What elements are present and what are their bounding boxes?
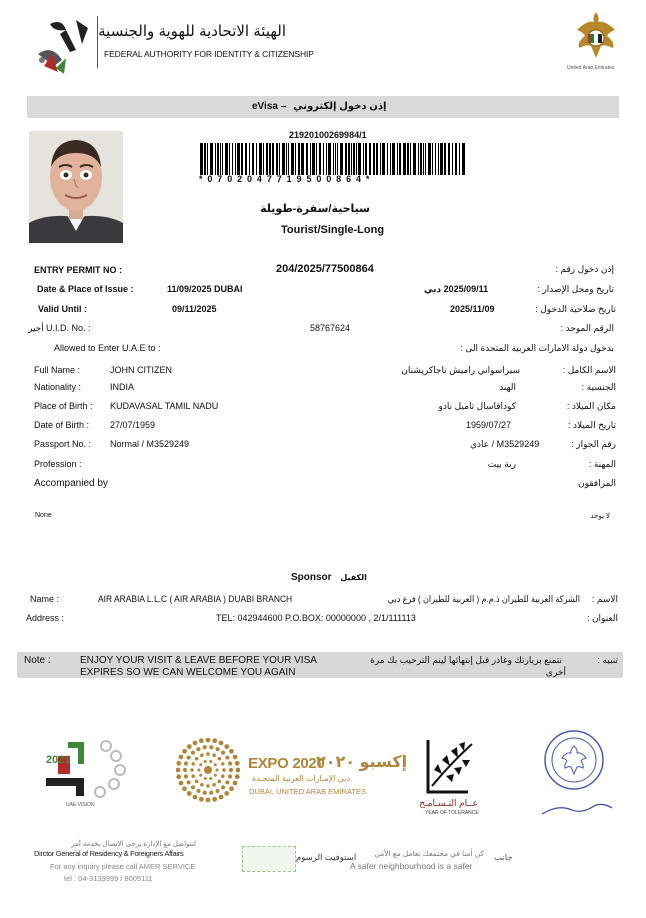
note-label: Note :: [24, 655, 51, 666]
barcode-bar: [340, 143, 343, 175]
expo-dot: [190, 768, 194, 772]
expo-dot: [219, 741, 224, 746]
barcode-bar: [435, 143, 436, 175]
expo-dot: [199, 763, 202, 766]
expo-dot: [183, 768, 187, 772]
entry-permit-value: 204/2025/77500864: [276, 263, 374, 275]
barcode-bar: [220, 143, 221, 175]
barcode-bar: [276, 143, 278, 175]
footer-safer-ar: كن أمنا في مجتمعك تعامل مع الأمن: [374, 849, 484, 858]
accompanied-value-ar: لا يوجد: [590, 513, 610, 520]
authority-name-ar: الهيئة الاتحادية للهوية والجنسية: [98, 23, 286, 40]
valid-label: Valid Until :: [38, 304, 88, 314]
expo-dot: [209, 760, 212, 763]
uid-label: U.I.D. No. :: [46, 323, 91, 333]
expo-sub-en: DUBAI, UNITED ARAB EMIRATES: [249, 787, 366, 796]
evisa-title-ar: إذن دخول إلكتروني: [293, 101, 387, 112]
note-label-ar: تنبيه :: [597, 655, 618, 665]
barcode-bar: [298, 143, 300, 175]
full-name-value: JOHN CITIZEN: [110, 365, 172, 375]
barcode-bar: [272, 143, 274, 175]
barcode: [200, 143, 466, 175]
tolerance-en: YEAR OF TOLERANCE: [425, 810, 479, 816]
barcode-bar: [217, 143, 219, 175]
barcode-bar: [310, 143, 311, 175]
note-ar-line-2: أخرى: [545, 667, 566, 677]
passport-label-ar: رقم الجواز :: [571, 439, 616, 449]
barcode-bar: [448, 143, 450, 175]
passport-label: Passport No. :: [34, 439, 92, 449]
barcode-bar: [351, 143, 352, 175]
accompanied-label: Accompanied by: [34, 478, 108, 489]
expo-dot: [206, 752, 210, 756]
expo-dot: [236, 768, 240, 773]
barcode-bar: [245, 143, 247, 175]
barcode-bar: [279, 143, 280, 175]
barcode-bar: [215, 143, 216, 175]
expo-dot: [212, 753, 216, 757]
barcode-bar: [403, 143, 406, 175]
expo-dot: [233, 781, 238, 786]
footer-contact-ar: لتتواصل مع الإدارة يرجى الاتصال بخدمة آمر: [71, 841, 196, 848]
expo-dot: [204, 760, 207, 763]
uid-value: 58767624: [310, 323, 351, 333]
expo-dot: [182, 749, 187, 754]
barcode-bar: [252, 143, 254, 175]
expo-dot: [235, 774, 240, 779]
entry-permit-label-ar: إذن دخول رقم :: [555, 264, 614, 274]
barcode-bar: [291, 143, 294, 175]
barcode-bar: [337, 143, 338, 175]
barcode-bar: [455, 143, 457, 175]
footer-tel: tel : 04-3139999 / 8005111: [64, 874, 153, 883]
barcode-bar: [256, 143, 257, 175]
expo-dot: [191, 751, 195, 755]
barcode-bar: [316, 143, 317, 175]
expo-dot: [176, 774, 181, 779]
profession-label: Profession :: [34, 459, 82, 469]
barcode-bar: [452, 143, 453, 175]
uae-vision-logo: [40, 734, 130, 812]
expo-dot: [224, 791, 229, 796]
barcode-bar: [345, 143, 347, 175]
barcode-bar: [425, 143, 426, 175]
expo-title-ar: إكسبو ٢٠٢٠: [316, 754, 408, 771]
barcode-bar: [241, 143, 243, 175]
expo-dot: [193, 795, 198, 800]
barcode-reference: 21920100269984/1: [289, 130, 367, 140]
note-line-2: EXPIRES SO WE CAN WELCOME YOU AGAIN: [80, 667, 296, 678]
signature: [538, 800, 616, 820]
dob-label: Date of Birth :: [34, 420, 90, 430]
barcode-bar: [323, 143, 324, 175]
expo-dot: [212, 738, 217, 743]
barcode-bar: [204, 143, 206, 175]
expo-dot: [216, 769, 219, 772]
expo-dot: [229, 749, 234, 754]
barcode-bar: [369, 143, 371, 175]
barcode-digits: * 0 7 0 2 0 4 7 7 1 9 5 0 0 8 6 4 *: [199, 174, 371, 184]
expo-dot: [214, 763, 217, 766]
barcode-bar: [328, 143, 331, 175]
expo-dot: [228, 761, 232, 765]
visa-type-ar: سياحية/سفرة-طويلة: [260, 203, 370, 215]
emblem-caption: United Arab Emirates: [567, 65, 615, 71]
expo-dot: [187, 744, 192, 749]
barcode-bar: [335, 143, 336, 175]
expo-dot: [176, 761, 181, 766]
sponsor-address-label-ar: العنوان :: [586, 613, 618, 623]
expo-dot: [229, 768, 233, 772]
barcode-bar: [423, 143, 424, 175]
nationality-label-ar: الجنسية :: [581, 382, 616, 392]
barcode-bar: [410, 143, 411, 175]
expo-dot: [191, 774, 195, 778]
barcode-bar: [428, 143, 431, 175]
expo-dot: [209, 791, 213, 795]
barcode-bar: [376, 143, 378, 175]
full-name-ar: سيراسواني راميش ناجاكريشنان: [401, 365, 520, 375]
barcode-bar: [387, 143, 388, 175]
barcode-bar: [348, 143, 350, 175]
barcode-bar: [225, 143, 228, 175]
pob-ar: كوداقاسال تاميل نادو: [438, 401, 516, 411]
evisa-title: [252, 101, 386, 112]
expo-dot: [221, 751, 225, 755]
expo-dot: [198, 769, 201, 772]
barcode-bar: [232, 143, 233, 175]
barcode-bar: [444, 143, 446, 175]
pob-label-ar: مكان الميلاد :: [566, 401, 616, 411]
barcode-bar: [397, 143, 398, 175]
evisa-title-en: eVisa –: [252, 101, 287, 112]
expo-dot: [225, 780, 229, 784]
expo-emblem: [176, 738, 240, 802]
valid-value: 09/11/2025: [172, 304, 217, 314]
expo-dot: [218, 780, 222, 784]
barcode-bar: [269, 143, 271, 175]
pob-value: KUDAVASAL TAMIL NADU: [110, 401, 219, 411]
barcode-bar: [229, 143, 230, 175]
barcode-bar: [462, 143, 465, 175]
expo-dot: [204, 777, 207, 780]
sponsor-name-label-ar: الاسم :: [591, 594, 618, 604]
sponsor-name-ar: الشركة العربية للطيران ذ.م.م ( العربية للطيران ) فرع دبي: [387, 594, 580, 604]
barcode-bar: [249, 143, 250, 175]
uid-prefix-ar: أجير: [28, 323, 44, 333]
valid-label-ar: تاريخ صلاحية الدخول :: [535, 304, 616, 314]
passport-value: Normal / M3529249: [110, 439, 190, 449]
barcode-bar: [438, 143, 439, 175]
allowed-label: Allowed to Enter U.A.E to :: [54, 343, 161, 353]
barcode-bar: [263, 143, 264, 175]
faic-logo: [32, 14, 94, 76]
expo-dot: [229, 786, 234, 791]
sponsor-name-value: AIR ARABIA L.L.C ( AIR ARABIA ) DUABI BRANCH: [98, 594, 293, 604]
barcode-bar: [312, 143, 315, 175]
barcode-bar: [200, 143, 203, 175]
barcode-bar: [301, 143, 304, 175]
expo-dot: [228, 774, 232, 778]
barcode-bar: [326, 143, 327, 175]
profession-label-ar: المهنة :: [588, 459, 616, 469]
sponsor-address-value: TEL: 042944600 P.O.BOX: 00000000 , 2/1/111113: [216, 613, 416, 623]
barcode-bar: [365, 143, 367, 175]
barcode-bar: [413, 143, 416, 175]
sponsor-heading-ar: الكفيل: [340, 573, 367, 582]
barcode-bar: [382, 143, 385, 175]
barcode-bar: [407, 143, 409, 175]
expo-dot: [176, 768, 180, 773]
sponsor-heading: [291, 572, 367, 583]
dob-label-ar: تاريخ الميلاد :: [568, 420, 616, 430]
issue-value-ar: 2025/09/11 دبي: [424, 284, 489, 294]
expo-dot: [224, 744, 229, 749]
barcode-bar: [222, 143, 223, 175]
expo-dot: [221, 762, 225, 766]
expo-dot: [191, 762, 195, 766]
footer-director: Dirctor General of Residency & Foreigners Affairs: [34, 849, 184, 858]
expo-dot: [179, 781, 184, 786]
footer-sign-ar: استوفيت الرسوم: [296, 852, 357, 862]
dob-ar: 1959/07/27: [466, 420, 512, 430]
full-name-label-ar: الاسم الكامل :: [562, 365, 616, 375]
barcode-bar: [420, 143, 422, 175]
expo-dot: [206, 798, 211, 802]
accompanied-value: None: [35, 512, 52, 519]
barcode-bar: [210, 143, 213, 175]
fee-paid-stamp: [242, 846, 296, 872]
expo-dot: [184, 774, 188, 778]
footer-inquiry: For any inquiry please call AMER SERVICE: [50, 862, 196, 871]
barcode-bar: [363, 143, 364, 175]
expo-dot: [199, 774, 202, 777]
barcode-bar: [380, 143, 381, 175]
expo-dot: [195, 757, 199, 761]
expo-dot: [179, 755, 184, 760]
barcode-bar: [358, 143, 361, 175]
expo-dot: [206, 738, 211, 742]
accompanied-label-ar: المرافقون: [577, 478, 616, 488]
expo-dot: [218, 757, 222, 761]
tolerance-ar: عــام التـسـامـح: [419, 798, 478, 808]
expo-dot: [184, 761, 188, 765]
expo-dot: [209, 745, 213, 749]
expo-dot: [215, 747, 219, 751]
issue-label: Date & Place of Issue :: [37, 284, 134, 294]
pob-label: Place of Birth :: [34, 401, 93, 411]
barcode-bar: [295, 143, 296, 175]
barcode-bar: [459, 143, 460, 175]
expo-dot: [187, 755, 191, 759]
entry-permit-label: ENTRY PERMIT NO :: [34, 265, 123, 275]
expo-dot: [187, 791, 192, 796]
dob-value: 27/07/1959: [110, 420, 156, 430]
barcode-bar: [288, 143, 289, 175]
barcode-bar: [333, 143, 334, 175]
expo-dot: [203, 791, 207, 795]
barcode-bar: [237, 143, 240, 175]
allowed-label-ar: بدخول دولة الامارات العربية المتحدة الى :: [460, 343, 614, 353]
issue-value: 11/09/2025 DUBAI: [167, 284, 243, 294]
sponsor-name-label: Name :: [30, 594, 60, 604]
year-of-tolerance-logo: [412, 736, 482, 818]
expo-dot: [195, 780, 199, 784]
barcode-bar: [235, 143, 236, 175]
expo-dot: [187, 780, 191, 784]
barcode-bar: [286, 143, 287, 175]
official-stamp: [540, 728, 610, 792]
nationality-value: INDIA: [110, 382, 135, 392]
barcode-bar: [373, 143, 375, 175]
footer-safer-en: A safer neighbourhood is a safer: [350, 861, 473, 871]
footer-right-ar: جانب: [494, 852, 513, 862]
barcode-bar: [353, 143, 355, 175]
expo-dot: [212, 783, 216, 787]
expo-dot: [219, 795, 224, 800]
barcode-bar: [259, 143, 262, 175]
nationality-ar: الهند: [499, 382, 516, 392]
expo-dot: [199, 738, 204, 743]
issue-label-ar: تاريخ ومحل الإصدار :: [537, 284, 614, 294]
expo-dot: [191, 785, 195, 789]
expo-dot: [196, 789, 200, 793]
authority-name-en: FEDERAL AUTHORITY FOR IDENTITY & CITIZENSHIP: [104, 49, 314, 59]
expo-dot: [200, 783, 204, 787]
barcode-bar: [306, 143, 308, 175]
expo-dot: [215, 789, 219, 793]
expo-dot: [206, 784, 210, 788]
uid-label-ar: الرقم الموحد :: [560, 323, 614, 333]
expo-dot: [182, 786, 187, 791]
sponsor-heading-en: Sponsor: [291, 572, 332, 583]
expo-dot: [235, 761, 240, 766]
barcode-bar: [390, 143, 391, 175]
expo-dot: [200, 753, 204, 757]
nationality-label: Nationality :: [34, 382, 82, 392]
sponsor-address-label: Address :: [26, 613, 65, 623]
barcode-bar: [418, 143, 419, 175]
barcode-bar: [319, 143, 321, 175]
barcode-bar: [440, 143, 443, 175]
barcode-bar: [399, 143, 401, 175]
expo-dot: [214, 774, 217, 777]
expo-dot: [193, 741, 198, 746]
expo-dot: [196, 747, 200, 751]
expo-dot: [199, 797, 204, 802]
expo-dot: [221, 785, 225, 789]
applicant-photo: [29, 131, 123, 243]
uae-emblem: [573, 10, 619, 62]
vision-text: UAE VISION: [66, 802, 95, 808]
profession-ar: ربة بيت: [487, 459, 516, 469]
vision-year: 2021: [46, 754, 71, 766]
barcode-bar: [392, 143, 395, 175]
full-name-label: Full Name :: [34, 365, 81, 375]
expo-dot: [233, 755, 238, 760]
note-ar-line-1: نتمنع بزيارتك وغادر قبل إنتهائها لينم الترحيب بك مرة: [370, 655, 562, 665]
expo-title: EXPO 2020: [248, 755, 325, 772]
expo-dot: [209, 777, 212, 780]
expo-dot: [222, 768, 226, 772]
passport-ar: M3529249 / عادي: [470, 439, 540, 449]
barcode-bar: [207, 143, 208, 175]
expo-dot: [212, 797, 217, 802]
barcode-bar: [282, 143, 285, 175]
expo-dot: [221, 774, 225, 778]
valid-value-ar: 2025/11/09: [450, 304, 495, 314]
visa-type-en: Tourist/Single-Long: [281, 224, 385, 236]
expo-dot: [203, 745, 207, 749]
expo-center-dot: [204, 766, 212, 774]
barcode-bar: [432, 143, 433, 175]
barcode-bar: [266, 143, 268, 175]
expo-sub-ar: دبي الإمـارات العربية المتحـدة: [252, 774, 351, 783]
note-line-1: ENJOY YOUR VISIT & LEAVE BEFORE YOUR VISA: [80, 655, 317, 666]
expo-dot: [225, 755, 229, 759]
barcode-bar: [356, 143, 357, 175]
